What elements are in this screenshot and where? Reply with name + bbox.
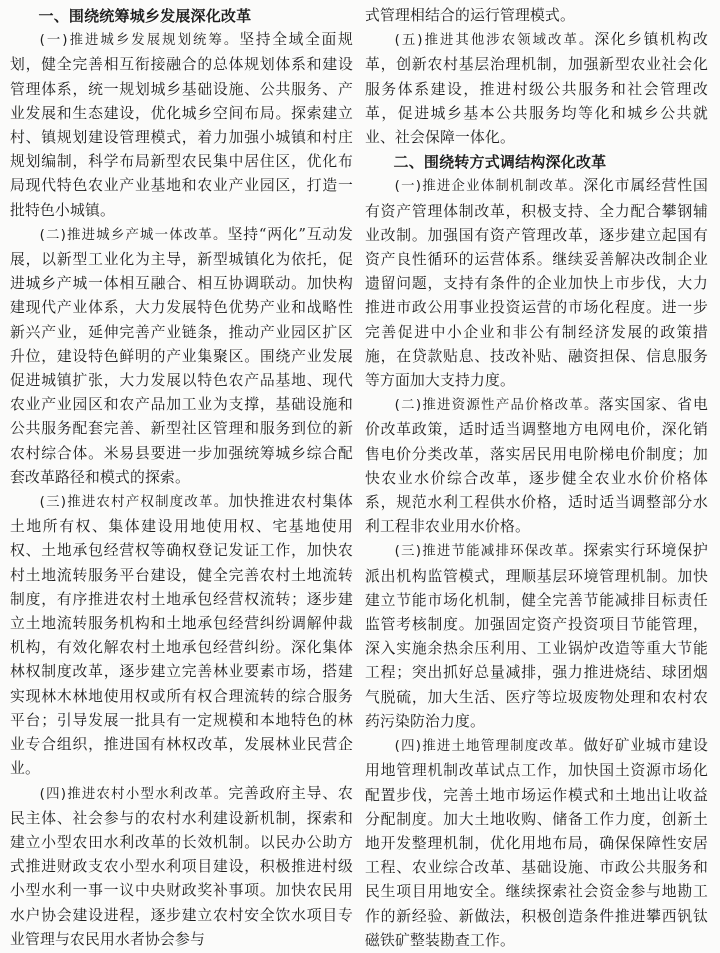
subheading: (四)推进农村小型水利改革。 [39, 786, 229, 802]
right-column [365, 4, 708, 949]
paragraph-text: 落实国家、省电价改革政策，适时适当调整地方电网电价，深化销售电价分类改革，落实居民用电阶梯电价制度；加快农业水价综合改革，逐步健全农业水价价格体系，规范水利工程供水价格，适时适当调整部分水利工程非农业用水价格。 [365, 396, 708, 536]
paragraph-text: 坚持“两化”互动发展，以新型工业化为主导，新型城镇化为依托，促进城乡产城一体相互融合、相互协调联动。加快构建现代产业体系，大力发展特色优势产业和战略性新兴产业，延伸完善产业链条，推动产业园区扩区升位，建设特色鲜明的产业集聚区。围绕产业发展促进城镇扩张，大力发展以特色农产品基地、现代农业产业园区和农产品加工业为支撑，基础设施和公共服务配套完善、新型社区管理和服务到位的新农村综合体。米易县要进一步加强统筹城乡综合配套改革路径和模式的探索。 [10, 225, 353, 486]
paragraph-text: 深化市属经营性国有资产管理体制改革，积极支持、全力配合攀钢辅业改制。加强国有资产管理改革，逐步建立起国有资产良性循环的运营体系。继续妥善解决改制企业遗留问题，支持有条件的企业加快上市步伐，大力推进市政公用事业投资运营的市场化程度。进一步完善促进中小企业和非公有制经济发展的政策措施，在贷款贴息、技改补贴、融资担保、信息服务等方面加大支持力度。 [365, 177, 708, 390]
paragraph-energy-saving [365, 539, 708, 734]
left-column [10, 4, 353, 948]
subheading: (二)推进资源性产品价格改革。 [394, 398, 599, 414]
paragraph-text: 坚持全域全面规划，健全完善相互衔接融合的总体规划体系和建设管理体系，统一规划城乡基础设施、公共服务、产业发展和生态建设，优化城乡空间布局。探索建立村、镇规划建设管理模式，着力加强小城镇和村庄规划编制，科学布局新型农民集中居住区，优化布局现代特色农业产业基地和农业产业园区，打造一批特色小城镇。 [10, 31, 353, 219]
paragraph-text: 完善政府主导、农民主体、社会参与的农村水利建设新机制，探索和建立小型农田水利改革的长效机制。以民办公助方式推进财政支农小型水利项目建设，积极推进村级小型水利一事一议中央财政奖补事项。加快农民用水户协会建设进程，逐步建立农村安全饮水项目专业管理与农民用水者协会参与 [10, 784, 353, 948]
subheading: (一)推进城乡发展规划统筹。 [39, 33, 240, 49]
subheading: (四)推进土地管理制度改革。 [394, 739, 584, 755]
paragraph-industry-city-integration [10, 223, 353, 490]
paragraph-rural-water-conservancy [10, 782, 353, 952]
paragraph-enterprise-reform [365, 174, 708, 393]
subheading: (一)推进企业体制机制改革。 [394, 179, 584, 195]
paragraph-land-management [365, 734, 708, 953]
section-heading-1: 一、围绕统筹城乡发展深化改革 [38, 7, 252, 25]
paragraph-resource-pricing [365, 393, 708, 539]
paragraph-text: 加快推进农村集体土地所有权、集体建设用地使用权、宅基地使用权、土地承包经营权等确权登记发证工作，加快农村土地流转服务平台建设，健全完善农村土地流转制度，有序推进农村土地承包经营权流转；逐步建立土地流转服务机构和土地承包经营纠纷调解仲裁机构，有效化解农村土地承包经营纠纷。深化集体林权制度改革，逐步建立完善林业要素市场，搭建实现林木林地使用权或所有权合理流转的综合服务平台；引导发展一批具有一定规模和本地特色的林业专合组织，推进国有林权改革，发展林业民营企业。 [10, 493, 353, 778]
paragraph-rural-property-rights [10, 490, 353, 781]
subheading: (三)推进节能减排环保改革。 [394, 544, 584, 560]
section-heading-2: 二、围绕转方式调结构深化改革 [393, 153, 607, 172]
paragraph-text: 做好矿业城市建设用地管理机制改革试点工作，加快国土资源市场化配置步伐，完善土地市场运作模式和土地出让收益分配制度。加大土地收购、储备工作力度，创新土地开发整理机制，优化用地布局，确保保障性安居工程、农业综合改革、基础设施、市政公共服务和民生项目用地安全。继续探索社会资金参与地勘工作的新经验、新做法，积极创造条件推进攀西钒钛磁铁矿整装勘查工作。 [365, 737, 708, 949]
paragraph-other-agri-reform [365, 28, 708, 150]
paragraph-urban-rural-planning [10, 28, 353, 223]
subheading: (五)推进其他涉农领域改革。 [394, 33, 595, 49]
subheading: (三)推进农村产权制度改革。 [39, 495, 229, 511]
paragraph-continuation: 式管理相结合的运行管理模式。 [365, 7, 575, 24]
subheading: (二)推进城乡产城一体改革。 [39, 227, 228, 243]
paragraph-text: 深化乡镇机构改革，创新农村基层治理机制，加强新型农业社会化服务体系建设，推进村级公共服务和社会管理改革，促进城乡基本公共服务均等化和城乡公共就业、社会保障一体化。 [365, 31, 708, 147]
paragraph-text: 探索实行环境保护派出机构监管模式，理顺基层环境管理机制。加快建立节能市场化机制，健全完善节能减排目标责任监管考核制度。加强固定资产投资项目节能管理，深入实施余热余压利用、工业锅炉改造等重大节能工程；突出抓好总量减排，强力推进烧结、球团烟气脱硫，加大生活、医疗等垃圾废物处理和农村农药污染防治力度。 [365, 542, 708, 730]
